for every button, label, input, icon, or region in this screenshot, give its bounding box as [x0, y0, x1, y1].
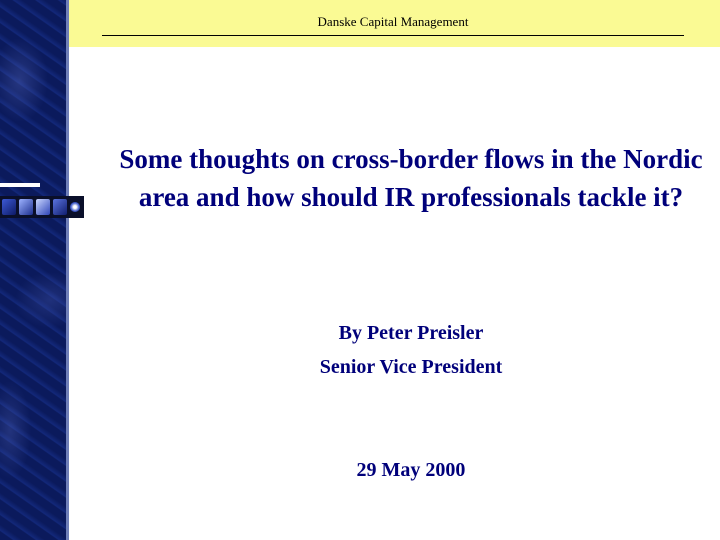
image-tile [36, 199, 50, 215]
globe-icon [70, 202, 80, 212]
presenter-role: Senior Vice President [319, 356, 503, 378]
side-band-edge [66, 0, 69, 540]
decorative-image-strip [0, 196, 84, 218]
presentation-date: 29 May 2000 [356, 459, 466, 481]
header-title: Danske Capital Management [317, 14, 469, 29]
image-tile [2, 199, 16, 215]
side-band-accent-line [0, 183, 40, 187]
decorative-side-band [0, 0, 68, 540]
slide-title: Some thoughts on cross-border flows in the Nordic area and how should IR professionals tackle it? [119, 144, 703, 212]
presenter-name: By Peter Preisler [338, 322, 484, 344]
header-divider [102, 35, 684, 36]
image-tile [19, 199, 33, 215]
image-tile [53, 199, 67, 215]
